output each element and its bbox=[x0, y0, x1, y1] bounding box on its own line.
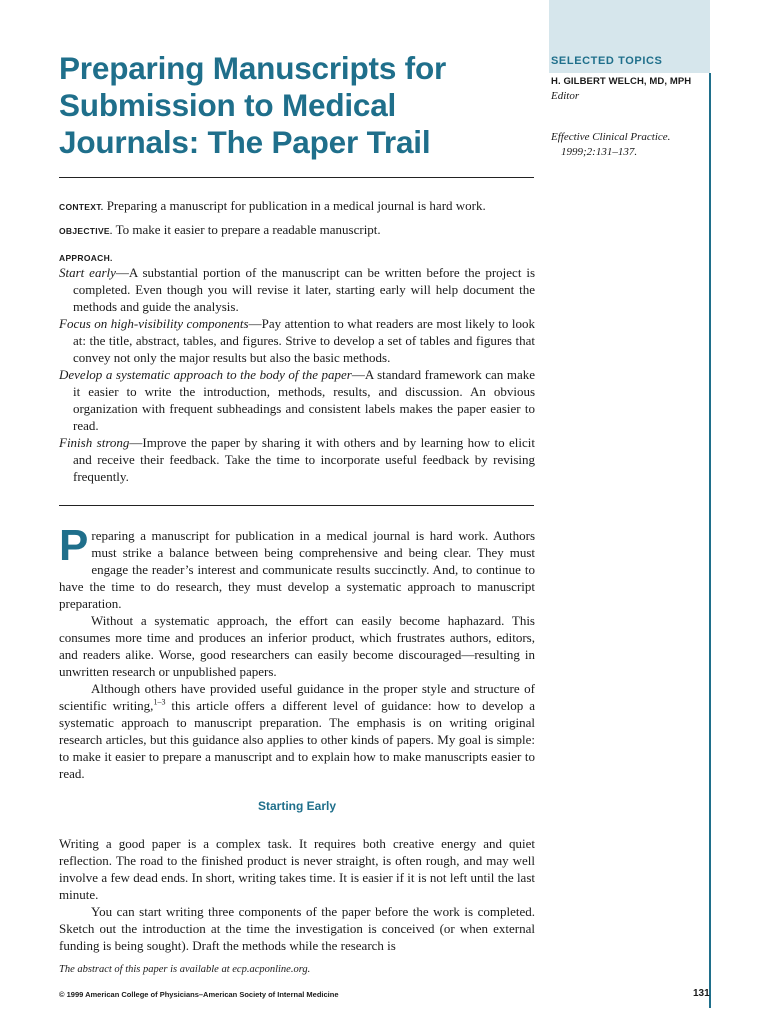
abstract-bottom-rule bbox=[59, 505, 534, 506]
body-paragraph bbox=[59, 680, 535, 782]
page-number: 131 bbox=[693, 988, 710, 999]
body-paragraph bbox=[59, 521, 535, 612]
abstract-approach-list bbox=[59, 264, 535, 485]
approach-item-lead: Focus on high-visibility components bbox=[59, 316, 249, 331]
editor-role: Editor bbox=[551, 90, 580, 102]
abstract-availability-note: The abstract of this paper is available at ecp.acponline.org. bbox=[59, 964, 311, 975]
section-heading-starting-early: Starting Early bbox=[257, 799, 337, 813]
citation-journal: Effective Clinical Practice. bbox=[551, 131, 671, 143]
approach-item-text: —A substantial portion of the manuscript can be written before the project is completed. Even though you will revise it later, starting early will help document the methods and guide the analysis. bbox=[73, 265, 536, 314]
approach-item bbox=[59, 264, 535, 315]
objective-text: To make it easier to prepare a readable manuscript. bbox=[115, 222, 381, 237]
approach-item-lead: Develop a systematic approach to the body of the paper bbox=[59, 367, 352, 382]
objective-label: OBJECTIVE. bbox=[59, 226, 113, 236]
body-paragraph: You can start writing three components of the paper before the work is completed. Sketch out the introduction at the time the investigation is conceived (or when external funding is being sought). Draft the methods while the research is bbox=[59, 904, 535, 953]
body-paragraph: Without a systematic approach, the effort can easily become haphazard. This consumes more time and produces an inferior product, which frustrates authors, editors, and readers alike. Worse, good researchers can easily become discouraged—resulting in unwritten research or unpublished papers. bbox=[59, 613, 535, 679]
drop-cap: P bbox=[59, 521, 89, 570]
approach-item-text: —A standard framework can make it easier to write the introduction, methods, results, and discussion. An obvious organization with frequent subheadings and consistent labels makes the paper easier to read. bbox=[73, 367, 535, 433]
journal-citation bbox=[551, 130, 701, 160]
article-title: Preparing Manuscripts for Submission to Medical Journals: The Paper Trail bbox=[59, 50, 447, 160]
approach-label: APPROACH. bbox=[59, 253, 113, 263]
article-body bbox=[59, 521, 535, 954]
approach-item-text: —Pay attention to what readers are most likely to look at: the title, abstract, tables, and figures. Strive to develop a set of tables and figures that convey not only the major results but also the basic methods. bbox=[73, 316, 535, 365]
editor-name: H. GILBERT WELCH, MD, MPH bbox=[551, 76, 692, 87]
citation-volume: 1999;2:131–137. bbox=[561, 146, 638, 158]
sidebar-vertical-rule bbox=[709, 73, 711, 1008]
abstract-top-rule bbox=[59, 177, 534, 178]
approach-item bbox=[59, 315, 535, 366]
approach-item bbox=[59, 366, 535, 434]
approach-item-lead: Finish strong bbox=[59, 435, 130, 450]
body-paragraph-text: this article offers a different level of guidance: how to develop a systematic approach to manuscript preparation. The emphasis is on writing original research articles, but this guidance also applies to other kinds of papers. My goal is simple: to make it easier to prepare a manuscript and to explain how to make manuscripts easier to read. bbox=[59, 698, 535, 781]
approach-item bbox=[59, 434, 535, 485]
body-paragraph-text: reparing a manuscript for publication in a medical journal is hard work. Authors must strike a balance between being comprehensive and being clear. They must engage the reader’s interest and communicate results succinctly. And, to continue to have the time to do research, they must develop a systematic approach to manuscript preparation. bbox=[59, 528, 535, 611]
citation-superscript: 1–3 bbox=[153, 697, 166, 707]
abstract-objective bbox=[59, 221, 535, 240]
section-label: SELECTED TOPICS bbox=[551, 55, 663, 67]
context-label: CONTEXT. bbox=[59, 202, 104, 212]
approach-item-lead: Start early bbox=[59, 265, 116, 280]
abstract-context bbox=[59, 197, 535, 216]
body-paragraph-text: Although others have provided useful guidance in the proper style and structure of scientific writing, bbox=[59, 681, 535, 713]
body-paragraph: Writing a good paper is a complex task. It requires both creative energy and quiet reflection. The road to the finished product is never straight, is often rough, and may well involve a few dead ends. In short, writing takes time. It is easier if it is not left until the last minute. bbox=[59, 836, 535, 902]
context-text: Preparing a manuscript for publication in a medical journal is hard work. bbox=[106, 198, 486, 213]
approach-item-text: —Improve the paper by sharing it with others and by learning how to elicit and receive their feedback. Take the time to incorporate useful feedback by revising frequently. bbox=[73, 435, 535, 484]
copyright-notice: © 1999 American College of Physicians–American Society of Internal Medicine bbox=[59, 990, 339, 999]
